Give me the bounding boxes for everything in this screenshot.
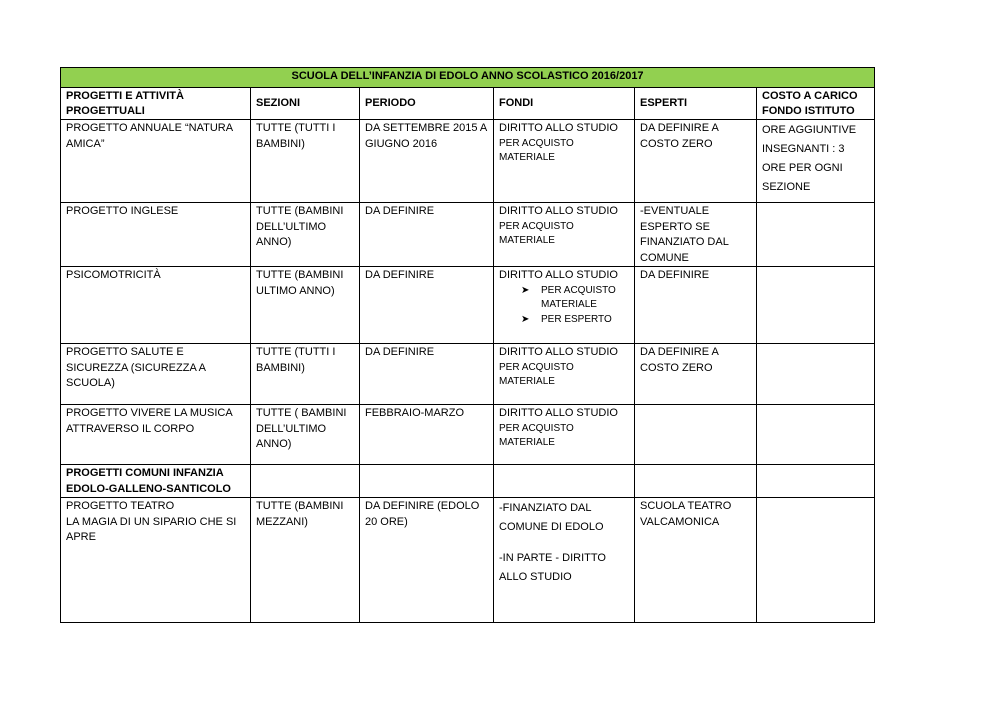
cell-periodo: DA DEFINIRE <box>360 267 494 344</box>
cell-progetto: PROGETTO SALUTE E SICUREZZA (SICUREZZA A SCUOLA) <box>61 344 251 405</box>
fondi-line-1: -FINANZIATO DAL COMUNE DI EDOLO <box>499 502 604 533</box>
cell-fondi <box>494 120 635 203</box>
spacer <box>499 537 629 549</box>
cell-esperti <box>635 405 757 465</box>
cell-progetto: PSICOMOTRICITÀ <box>61 267 251 344</box>
header-sezioni: SEZIONI <box>251 88 360 120</box>
list-item: ➤ PER ACQUISTO MATERIALE <box>521 284 616 310</box>
cell-costo <box>757 498 875 623</box>
fondi-main: DIRITTO ALLO STUDIO <box>499 407 618 419</box>
table-row <box>61 203 875 267</box>
header-progetti: PROGETTI E ATTIVITÀ PROGETTUALI <box>61 88 251 120</box>
section-header-comuni: PROGETTI COMUNI INFANZIA EDOLO-GALLENO-SANTICOLO <box>61 465 251 498</box>
cell-esperti: SCUOLA TEATRO VALCAMONICA <box>635 498 757 623</box>
cell-empty <box>360 465 494 498</box>
cell-fondi <box>494 405 635 465</box>
cell-periodo: DA DEFINIRE <box>360 344 494 405</box>
header-periodo: PERIODO <box>360 88 494 120</box>
cell-esperti: DA DEFINIRE A COSTO ZERO <box>635 120 757 203</box>
fondi-sub: PER ACQUISTO MATERIALE <box>499 361 574 387</box>
fondi-main: DIRITTO ALLO STUDIO <box>499 122 618 134</box>
fondi-sub: PER ACQUISTO MATERIALE <box>499 137 574 163</box>
cell-fondi <box>494 203 635 267</box>
cell-costo <box>757 267 875 344</box>
table-row <box>61 120 875 203</box>
cell-progetto: PROGETTO ANNUALE “NATURA AMICA” <box>61 120 251 203</box>
cell-sezioni: TUTTE (BAMBINI ULTIMO ANNO) <box>251 267 360 344</box>
fondi-line-2: -IN PARTE - DIRITTO ALLO STUDIO <box>499 552 606 583</box>
fondi-sub: PER ACQUISTO MATERIALE <box>499 422 574 448</box>
cell-fondi <box>494 267 635 344</box>
table-row <box>61 405 875 465</box>
cell-progetto: PROGETTO INGLESE <box>61 203 251 267</box>
cell-esperti: DA DEFINIRE <box>635 267 757 344</box>
cell-sezioni: TUTTE (TUTTI I BAMBINI) <box>251 120 360 203</box>
cell-costo <box>757 203 875 267</box>
teatro-subtitle: LA MAGIA DI UN SIPARIO CHE SI APRE <box>66 515 237 543</box>
cell-empty <box>757 465 875 498</box>
table-row <box>61 344 875 405</box>
fondi-main: DIRITTO ALLO STUDIO <box>499 346 618 358</box>
cell-sezioni: TUTTE ( BAMBINI DELL’ULTIMO ANNO) <box>251 405 360 465</box>
cell-periodo: DA DEFINIRE <box>360 203 494 267</box>
cell-periodo: DA SETTEMBRE 2015 A GIUGNO 2016 <box>360 120 494 203</box>
document-title: SCUOLA DELL’INFANZIA DI EDOLO ANNO SCOLASTICO 2016/2017 <box>61 68 875 88</box>
cell-fondi <box>494 344 635 405</box>
fondi-sub: PER ACQUISTO MATERIALE <box>499 220 574 246</box>
header-costo: COSTO A CARICO FONDO ISTITUTO <box>757 88 875 120</box>
cell-esperti: -EVENTUALE ESPERTO SE FINANZIATO DAL COMUNE <box>635 203 757 267</box>
cell-sezioni: TUTTE (BAMBINI MEZZANI) <box>251 498 360 623</box>
cell-empty <box>635 465 757 498</box>
list-item: ➤ PER ESPERTO <box>521 313 629 328</box>
title-row <box>61 68 875 88</box>
cell-progetto <box>61 498 251 623</box>
projects-table <box>60 67 875 623</box>
header-esperti: ESPERTI <box>635 88 757 120</box>
cell-esperti: DA DEFINIRE A COSTO ZERO <box>635 344 757 405</box>
cell-periodo: DA DEFINIRE (EDOLO 20 ORE) <box>360 498 494 623</box>
cell-costo: ORE AGGIUNTIVE INSEGNANTI : 3 ORE PER OGNI SEZIONE <box>757 120 875 203</box>
fondi-bullet-list <box>499 284 629 328</box>
cell-costo <box>757 405 875 465</box>
cell-periodo: FEBBRAIO-MARZO <box>360 405 494 465</box>
cell-empty <box>251 465 360 498</box>
table-row <box>61 498 875 623</box>
teatro-title: PROGETTO TEATRO <box>66 500 175 512</box>
header-row <box>61 88 875 120</box>
cell-empty <box>494 465 635 498</box>
cell-sezioni: TUTTE (BAMBINI DELL’ULTIMO ANNO) <box>251 203 360 267</box>
arrow-bullet-icon: ➤ <box>521 284 530 296</box>
cell-progetto: PROGETTO VIVERE LA MUSICA ATTRAVERSO IL CORPO <box>61 405 251 465</box>
arrow-bullet-icon: ➤ <box>521 313 530 325</box>
cell-costo <box>757 344 875 405</box>
header-fondi: FONDI <box>494 88 635 120</box>
cell-fondi <box>494 498 635 623</box>
table-row <box>61 465 875 498</box>
fondi-main: DIRITTO ALLO STUDIO <box>499 269 618 281</box>
cell-sezioni: TUTTE (TUTTI I BAMBINI) <box>251 344 360 405</box>
table-row <box>61 267 875 344</box>
fondi-main: DIRITTO ALLO STUDIO <box>499 205 618 217</box>
